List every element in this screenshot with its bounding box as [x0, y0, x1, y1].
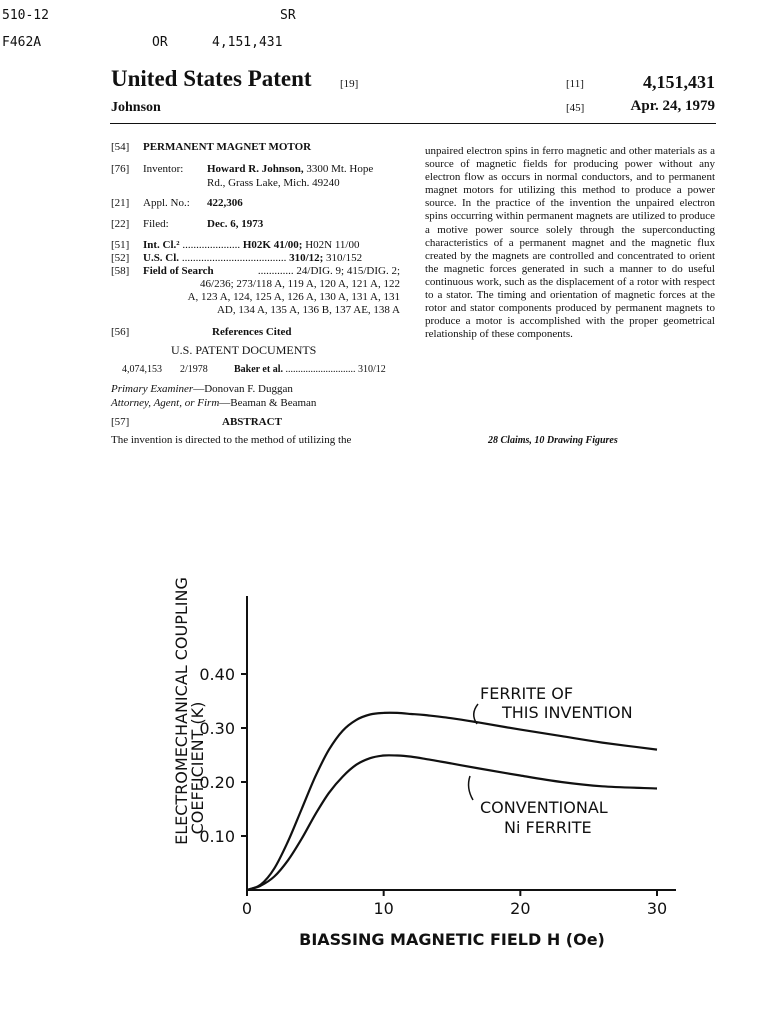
attorney-name: —Beaman & Beaman — [219, 397, 317, 409]
header-rule — [110, 123, 716, 124]
patent-number: 4,151,431 — [643, 72, 715, 92]
field-52-line — [143, 252, 400, 265]
abstract-start: The invention is directed to the method of utilizing the — [111, 434, 352, 446]
attorney — [111, 397, 316, 410]
abstract-title: ABSTRACT — [222, 416, 282, 428]
x-tick-label: 20 — [510, 899, 531, 918]
field-21-code: [21] — [111, 197, 130, 209]
y-axis-title-line-1: ELECTROMECHANICAL COUPLING — [172, 577, 191, 845]
corner-sr: SR — [280, 8, 296, 23]
ref-class: 310/12 — [355, 364, 386, 375]
field-56-code: [56] — [111, 326, 130, 338]
inventor-name: Howard R. Johnson, — [207, 163, 304, 175]
field-54-code: [54] — [111, 141, 130, 153]
series-2-label-line-2: Ni FERRITE — [504, 818, 592, 837]
field-22-value: Dec. 6, 1973 — [207, 218, 264, 230]
claims-count: 28 Claims, 10 Drawing Figures — [488, 435, 618, 446]
examiner-label: Primary Examiner — [111, 383, 194, 395]
ref-name: Baker et al. — [234, 364, 283, 375]
corner-or: OR — [152, 35, 168, 50]
field-51-label: Int. Cl.² — [143, 239, 180, 251]
field-58-label: Field of Search — [143, 265, 214, 277]
title-code: [19] — [340, 78, 359, 90]
field-51-dots: ..................... — [179, 239, 241, 251]
primary-examiner — [111, 383, 293, 396]
x-tick-label: 30 — [646, 899, 668, 918]
field-51-code: [51] — [111, 239, 130, 251]
field-51-line — [143, 239, 400, 252]
y-axis-title-line-2: COEFFICIENT (K) — [188, 701, 207, 835]
ref-date: 2/1978 — [180, 364, 208, 375]
ref-dots: ............................ — [282, 364, 356, 375]
y-tick-label: 0.40 — [199, 665, 235, 684]
series-line-2 — [247, 755, 657, 890]
x-tick-label: 10 — [373, 899, 394, 918]
inventor-address-1: 3300 Mt. Hope — [303, 163, 374, 175]
corner-line1: 510-12 — [2, 8, 49, 23]
references-title: References Cited — [212, 326, 292, 338]
field-58-value: ............. 24/DIG. 9; 415/DIG. 2; 46/236; 273/118 A, 119 A, 120 A, 121 A, 122 A, 123 A, 124, 125 A, 126 A, 130 A, 131 A, 131 AD, 134 A, 135 A, 136 B, 137 AE, 138 A — [187, 265, 400, 316]
corner-line2: F462A — [2, 35, 42, 50]
field-21-value: 422,306 — [207, 197, 243, 209]
x-axis-title: BIASSING MAGNETIC FIELD H (Oe) — [299, 930, 605, 949]
field-52-value: 310/12; — [286, 252, 324, 264]
field-58-code: [58] — [111, 265, 130, 277]
field-54-title: PERMANENT MAGNET MOTOR — [143, 141, 312, 153]
patent-date: Apr. 24, 1979 — [630, 98, 715, 114]
field-76-label: Inventor: — [143, 163, 184, 175]
y-tick-label: 0.30 — [199, 719, 235, 738]
attorney-label: Attorney, Agent, or Firm — [111, 397, 220, 409]
y-tick-label: 0.10 — [199, 827, 235, 846]
chart-labels — [172, 577, 633, 949]
field-57-code: [57] — [111, 416, 130, 428]
inventor-address-2: Rd., Grass Lake, Mich. 49240 — [207, 177, 340, 189]
series-2-leader — [469, 776, 473, 800]
patent-title: United States Patent — [111, 66, 312, 91]
patent-no-code: [11] — [566, 78, 584, 90]
series-1-label-line-2: THIS INVENTION — [502, 703, 633, 722]
field-76-code: [76] — [111, 163, 130, 175]
examiner-name: —Donovan F. Duggan — [193, 383, 293, 395]
field-52-label: U.S. Cl. — [143, 252, 180, 264]
y-tick-label: 0.20 — [199, 773, 235, 792]
field-51-value: H02K 41/00; — [240, 239, 303, 251]
field-52-code: [52] — [111, 252, 130, 264]
field-52-value2: 310/152 — [323, 252, 363, 264]
corner-number: 4,151,431 — [212, 35, 283, 50]
abstract-continued: unpaired electron spins in ferro magnetic and other materials as a source of magnetic fields for producing power without any electron flow as occurs in normal conductors, and to permanent magnet motors for utilizing this method to produce a power source. In the practice of the invention the unpaired electron spins occurring within permanent magnets are utilized to produce a motive power source solely through the superconducting characteristics of a permanent magnet and the magnetic flux created by the magnets are controlled and concentrated to orient the magnetic forces generated in such a manner to do useful continuous work, such as the displacement of a rotor with respect to a stator. The timing and orientation of magnetic forces at the rotor and stator components produced by permanent magnets to produce a motor is accomplished with the proper geometrical relationship of these components. — [425, 145, 715, 341]
ref-number: 4,074,153 — [122, 364, 162, 375]
us-patent-documents: U.S. PATENT DOCUMENTS — [171, 343, 317, 357]
field-52-dots: ...................................... — [179, 252, 287, 264]
field-22-code: [22] — [111, 218, 130, 230]
series-2-label-line-1: CONVENTIONAL — [480, 798, 608, 817]
inventor-surname: Johnson — [111, 100, 161, 115]
series-1-label-line-1: FERRITE OF — [480, 684, 574, 703]
field-76-inventor — [207, 163, 373, 176]
coupling-chart — [0, 540, 768, 970]
field-21-label: Appl. No.: — [143, 197, 190, 209]
field-51-value2: H02N 11/00 — [302, 239, 360, 251]
date-code: [45] — [566, 102, 585, 114]
field-22-label: Filed: — [143, 218, 169, 230]
ref-line — [234, 363, 386, 376]
x-tick-label: 0 — [241, 899, 253, 918]
